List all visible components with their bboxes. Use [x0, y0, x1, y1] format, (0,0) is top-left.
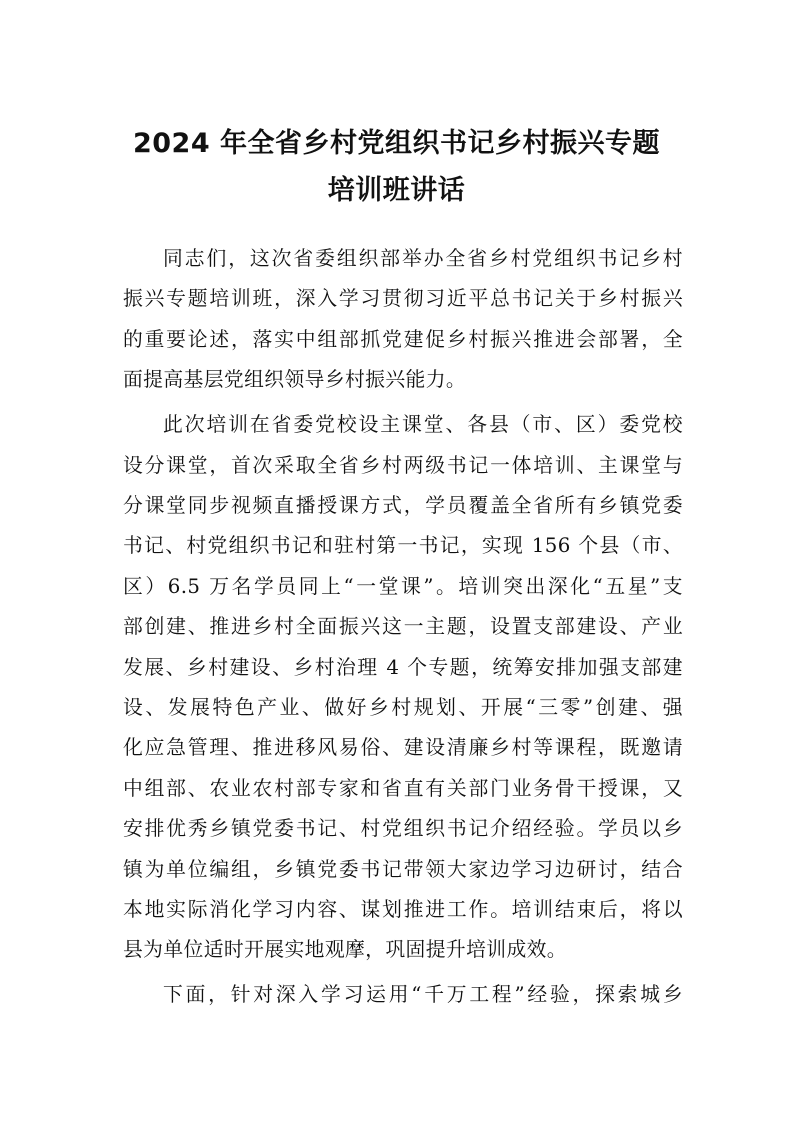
text-line: 分课堂同步视频直播授课方式，学员覆盖全省所有乡镇党委 [123, 493, 683, 517]
text-line: 中组部、农业农村部专家和省直有关部门业务骨干授课，又 [123, 776, 683, 800]
paragraph-1 [123, 239, 683, 401]
text-line: 同志们，这次省委组织部举办全省乡村党组织书记乡村 [163, 247, 683, 270]
text-line: 区）6.5 万名学员同上“一堂课”。培训突出深化“五星”支 [123, 574, 683, 598]
text-line: 此次培训在省委党校设主课堂、各县（市、区）委党校 [163, 413, 683, 437]
paragraph-3 [123, 975, 683, 1015]
document-body [123, 239, 683, 1020]
text-line: 本地实际消化学习内容、谋划推进工作。培训结束后，将以 [123, 898, 683, 921]
text-line: 设分课堂，首次采取全省乡村两级书记一体培训、主课堂与 [123, 453, 683, 477]
text-line: 发展、乡村建设、乡村治理 4 个专题，统筹安排加强支部建 [123, 655, 683, 679]
text-line: 化应急管理、推进移风易俗、建设清廉乡村等课程，既邀请 [123, 736, 683, 760]
text-line: 的重要论述，落实中组部抓党建促乡村振兴推进会部署，全 [123, 327, 683, 351]
text-line: 部创建、推进乡村全面振兴这一主题，设置支部建设、产业 [123, 615, 683, 639]
document-title-line-2: 培训班讲话 [327, 175, 466, 206]
text-line: 面提高基层党组织领导乡村振兴能力。 [123, 368, 467, 392]
text-line: 书记、村党组织书记和驻村第一书记，实现 156 个县（市、 [123, 534, 683, 558]
paragraph-2 [123, 405, 683, 971]
document-title-line-1: 2024 年全省乡村党组织书记乡村振兴专题 [132, 128, 661, 159]
text-line: 县为单位适时开展实地观摩，巩固提升培训成效。 [123, 938, 567, 962]
text-line: 设、发展特色产业、做好乡村规划、开展“三零”创建、强 [123, 695, 683, 719]
text-line: 镇为单位编组，乡镇党委书记带领大家边学习边研讨，结合 [123, 857, 683, 881]
text-line: 振兴专题培训班，深入学习贯彻习近平总书记关于乡村振兴 [123, 287, 683, 311]
text-line: 下面，针对深入学习运用“千万工程”经验，探索城乡 [163, 983, 683, 1007]
text-line: 安排优秀乡镇党委书记、村党组织书记介绍经验。学员以乡 [123, 817, 683, 841]
